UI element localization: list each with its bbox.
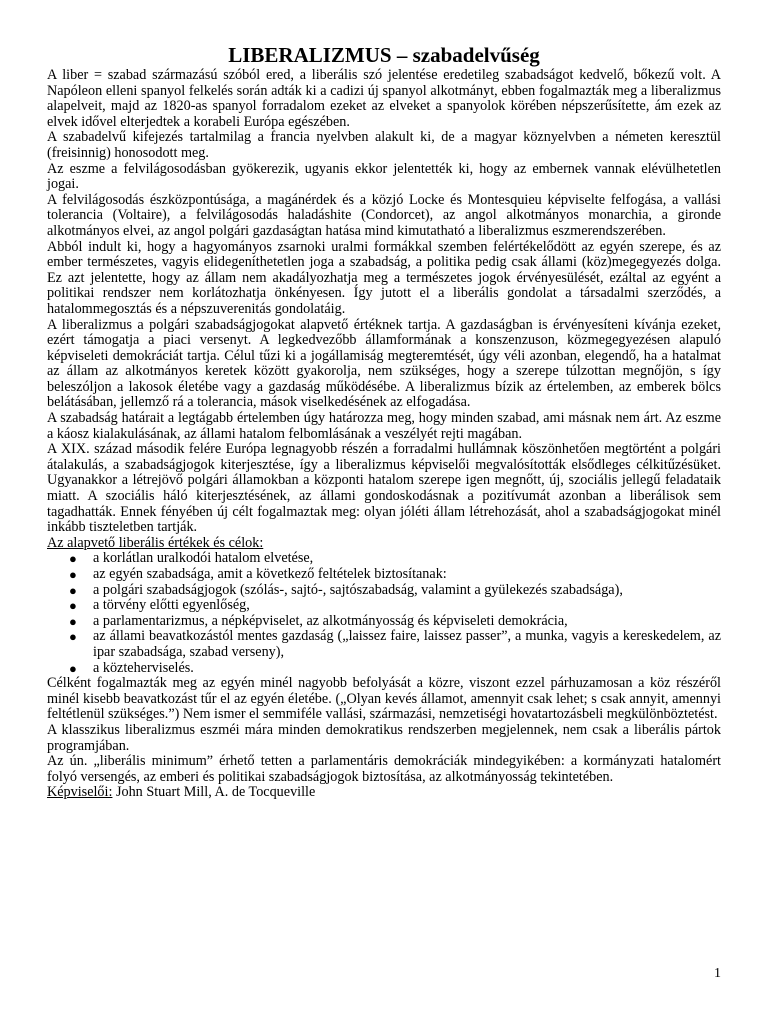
list-item: [47, 614, 721, 630]
representatives-label: Képviselői:: [47, 784, 113, 801]
paragraph: A liberalizmus a polgári szabadságjogokat alapvető értéknek tartja. A gazdaságban is érvényesíteni kívánja ezeket, ezért támogatja a piaci versenyt. A legkedvezőbb államformának a konszenzuson, közmegegyezésen alapuló képviseleti demokráciát tartja. Célul tűzi ki a jogállamiság megteremtését, úgy véli azonban, elegendő, ha a hatalmat az állam az alkotmányos keretek között gyakorolja, nem szükséges, hogy a szerepe túlzottan megnőjön, s így beleszóljon a lakosok életébe vagy a gazdaság működésébe. A liberalizmus bízik az értelemben, az emberek bölcs belátásában, jellemző rá a tolerancia, mások viselkedésének az elfogadása.: [47, 316, 721, 411]
list-item-text: az egyén szabadsága, amit a következő feltételek biztosítanak:: [93, 566, 447, 582]
paragraph: A liber = szabad származású szóból ered, a liberális szó jelentése eredetileg szabadságot kedvelő, bőkezű volt. A Napóleon elleni spanyol felkelés során adták ki a cadizi új spanyol alkotmányt, ebben fogalmazták meg a liberalizmus alapelveit, majd az 1820-as spanyol forradalom ezeket az elveket a spanyolok körében népszerűsítette, ám ezek az elvek idővel elterjedtek a korabeli Európa egészében.: [47, 67, 721, 130]
paragraph: Abból indult ki, hogy a hagyományos zsarnoki uralmi formákkal szemben felértékelődött az egyén szerepe, és az ember természetes, vagyis elidegeníthetetlen joga a szabadság, a politika pedig csak állami (köz)megegyezés dolga. Ez azt jelentette, hogy az állam nem akadályozhatja meg a természetes jogok érvényesülését, ezáltal az egyént a politikai rendszer nem korlátozhatja önkényesen. Így jutott el a liberális gondolat a társadalmi szerződés, a hatalommegosztás és a népszuverenitás gondolatáig.: [47, 238, 721, 317]
list-heading: [47, 536, 721, 552]
bullet-icon: ●: [69, 551, 77, 567]
list-item-text: az állami beavatkozástól mentes gazdaság („laissez faire, laissez passer”, a munka, vagyis a kereskedelem, az ipar szabadsága, szabad verseny),: [93, 628, 721, 660]
list-heading-text: Az alapvető liberális értékek és célok:: [47, 534, 264, 551]
bullet-icon: ●: [69, 660, 77, 676]
bullet-icon: ●: [69, 567, 77, 582]
page-number: 1: [714, 966, 721, 981]
values-list: [47, 551, 721, 676]
bullet-icon: ●: [69, 613, 77, 629]
list-item: [47, 551, 721, 567]
list-item-text: a korlátlan uralkodói hatalom elvetése,: [93, 550, 314, 567]
list-item-text: a közteherviselés.: [93, 659, 194, 676]
list-item-text: a parlamentarizmus, a népképviselet, az alkotmányosság és képviseleti demokrácia,: [93, 612, 568, 629]
list-item: [47, 567, 721, 583]
list-item: [47, 598, 721, 614]
paragraph: Az eszme a felvilágosodásban gyökerezik, ugyanis ekkor jelentették ki, hogy az embernek vannak elévülhetetlen jogai.: [47, 160, 721, 193]
document-page: [47, 44, 721, 801]
paragraph: A klasszikus liberalizmus eszméi mára minden demokratikus rendszerben megjelennek, nem csak a liberális pártok programjában.: [47, 721, 721, 754]
list-item: [47, 583, 721, 599]
paragraph: A szabadelvű kifejezés tartalmilag a francia nyelvben alakult ki, de a magyar köznyelvben a németen keresztül (freisinnig) honosodott meg.: [47, 129, 721, 161]
list-item: [47, 629, 721, 660]
paragraph: Az ún. „liberális minimum” érhető tetten a parlamentáris demokráciák mindegyikében: a kormányzati hatalomért folyó versengés, az emberi és politikai szabadságjogok biztosítása, az alkotmányosság tekintetében.: [47, 753, 721, 785]
bullet-icon: ●: [69, 629, 77, 645]
list-item: [47, 661, 721, 677]
paragraph: A felvilágosodás észközpontúsága, a magánérdek és a közjó Locke és Montesquieu képviselte felfogása, a vallási tolerancia (Voltaire), a felvilágosodás haladáshite (Condorcet), az angol alkotmányos monarchia, a gironde alkotmányos elvei, az angol polgári gazdaságtan hatása mind kimutatható a liberalizmus eszmerendszerében.: [47, 191, 721, 239]
representatives-names: John Stuart Mill, A. de Tocqueville: [112, 784, 316, 801]
representatives-line: [47, 785, 721, 801]
document-title: LIBERALIZMUS – szabadelvűség: [228, 43, 540, 67]
bullet-icon: ●: [69, 598, 77, 614]
paragraph: A XIX. század második felére Európa legnagyobb részén a forradalmi hullámnak köszönhetően megtörtént a polgári átalakulás, a szabadságjogok kiterjesztése, így a liberalizmus képviselői megvalósították elsődleges célkitűzésüket. Ugyanakkor a létrejövő polgári államokban a központi hatalom szerepe igen megnőtt, új, szociális jellegű feladataik miatt. A szociális háló kiterjesztésének, az állami gondoskodásnak a pozitívumát azonban a liberálisok sem tagadhatták. Ennek fényében új célt fogalmaztak meg: olyan jóléti állam létrehozását, ahol a szabadságjogokat minél inkább tiszteletben tartják.: [47, 441, 721, 536]
list-item-text: a törvény előtti egyenlőség,: [93, 597, 250, 614]
bullet-icon: ●: [69, 582, 77, 598]
paragraph: Célként fogalmazták meg az egyén minél nagyobb befolyását a közre, viszont ezzel párhuzamosan a köz részéről minél kisebb beavatkozást tűr el az egyén életébe. („Olyan kevés államot, amennyit csak lehet; s csak annyit, amennyi feltétlenül szükséges.”) Nem ismer el semmiféle vallási, származási, nemzetiségi hovatartozásbeli megkülönböztetést.: [47, 675, 721, 723]
list-item-text: a polgári szabadságjogok (szólás-, sajtó-, sajtószabadság, valamint a gyülekezés szabadsága),: [93, 581, 623, 598]
paragraph: A szabadság határait a legtágabb értelemben úgy határozza meg, hogy minden szabad, ami másnak nem árt. Az eszme a káosz kialakulásának, az állami hatalom felbomlásának a veszélyét rejti magában.: [47, 410, 721, 442]
